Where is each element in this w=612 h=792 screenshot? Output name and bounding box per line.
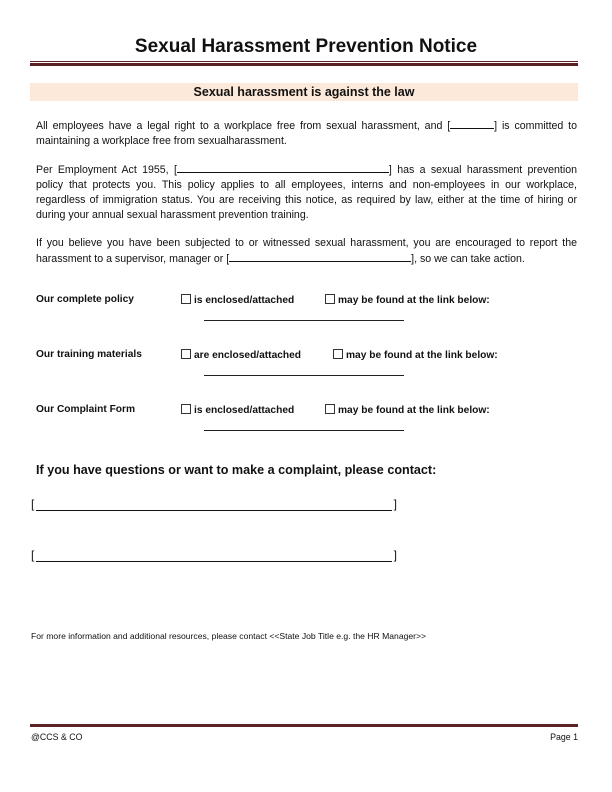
footer-rule bbox=[30, 724, 578, 727]
footer-page-number: Page 1 bbox=[550, 732, 578, 742]
paragraph-policy bbox=[36, 162, 577, 223]
option-label: is enclosed/attached bbox=[194, 295, 295, 306]
more-info-text: For more information and additional resources, please contact <<State Job Title e.g. the HR Manager>> bbox=[31, 631, 427, 641]
complaint-form-link-field[interactable] bbox=[204, 430, 404, 431]
option-label: may be found at the link below: bbox=[338, 295, 490, 306]
close-bracket: ] bbox=[393, 497, 397, 511]
close-bracket: ] bbox=[393, 548, 397, 562]
open-bracket: [ bbox=[31, 548, 35, 562]
contact-heading: If you have questions or want to make a complaint, please contact: bbox=[36, 463, 437, 477]
paragraph-text: Per Employment Act 1955, [ bbox=[36, 164, 177, 176]
checkbox-icon[interactable] bbox=[333, 349, 343, 359]
option-label: are enclosed/attached bbox=[194, 350, 302, 361]
training-link-option[interactable] bbox=[333, 349, 498, 361]
contact-field-line bbox=[36, 510, 392, 511]
complaint-form-enclosed-option[interactable] bbox=[181, 404, 294, 416]
checkbox-icon[interactable] bbox=[325, 404, 335, 414]
option-label: may be found at the link below: bbox=[338, 405, 490, 416]
section-banner: Sexual harassment is against the law bbox=[30, 83, 578, 101]
checkbox-icon[interactable] bbox=[181, 404, 191, 414]
checkbox-icon[interactable] bbox=[181, 349, 191, 359]
option-label: may be found at the link below: bbox=[346, 350, 498, 361]
contact-field-2[interactable] bbox=[31, 548, 397, 562]
policy-enclosed-option[interactable] bbox=[181, 294, 294, 306]
row-label-training: Our training materials bbox=[36, 349, 142, 360]
checkbox-icon[interactable] bbox=[181, 294, 191, 304]
document-title: Sexual Harassment Prevention Notice bbox=[134, 36, 478, 57]
option-label: is enclosed/attached bbox=[194, 405, 295, 416]
paragraph-report bbox=[36, 236, 577, 267]
row-label-policy: Our complete policy bbox=[36, 294, 134, 305]
complaint-form-link-option[interactable] bbox=[325, 404, 490, 416]
training-enclosed-option[interactable] bbox=[181, 349, 301, 361]
paragraph-text: All employees have a legal right to a workplace free from sexual harassment, and [ bbox=[36, 120, 451, 132]
paragraph-text: If you believe you have been subjected to or witnessed sexual harassment, you are encouraged to report the harassment to a supervisor, manager or [ bbox=[36, 237, 577, 265]
paragraph-text: ] is committed to maintaining a workplace free from sexualharassment. bbox=[36, 120, 577, 147]
training-link-field[interactable] bbox=[204, 375, 404, 376]
contact-person-blank[interactable] bbox=[229, 251, 411, 262]
contact-field-line bbox=[36, 561, 392, 562]
employer-name-blank[interactable] bbox=[177, 162, 389, 173]
company-name-blank[interactable] bbox=[450, 118, 494, 129]
paragraph-text: ], so we can take action. bbox=[411, 253, 525, 265]
row-label-complaint-form: Our Complaint Form bbox=[36, 404, 136, 415]
paragraph-rights bbox=[36, 118, 577, 149]
policy-link-field[interactable] bbox=[204, 320, 404, 321]
footer-company: @CCS & CO bbox=[31, 732, 83, 742]
open-bracket: [ bbox=[31, 497, 35, 511]
header-rule-thin bbox=[30, 61, 578, 62]
header-rule-thick bbox=[30, 63, 578, 66]
policy-link-option[interactable] bbox=[325, 294, 490, 306]
checkbox-icon[interactable] bbox=[325, 294, 335, 304]
paragraph-text: ] has a sexual harassment prevention policy that protects you. This policy applies to all employees, interns and non-employees in our workplace, regardless of immigration status. You are receiving this notice, as required by law, either at the time of hiring or during your annual sexual harassment prevention training. bbox=[36, 164, 578, 221]
contact-field-1[interactable] bbox=[31, 497, 397, 511]
